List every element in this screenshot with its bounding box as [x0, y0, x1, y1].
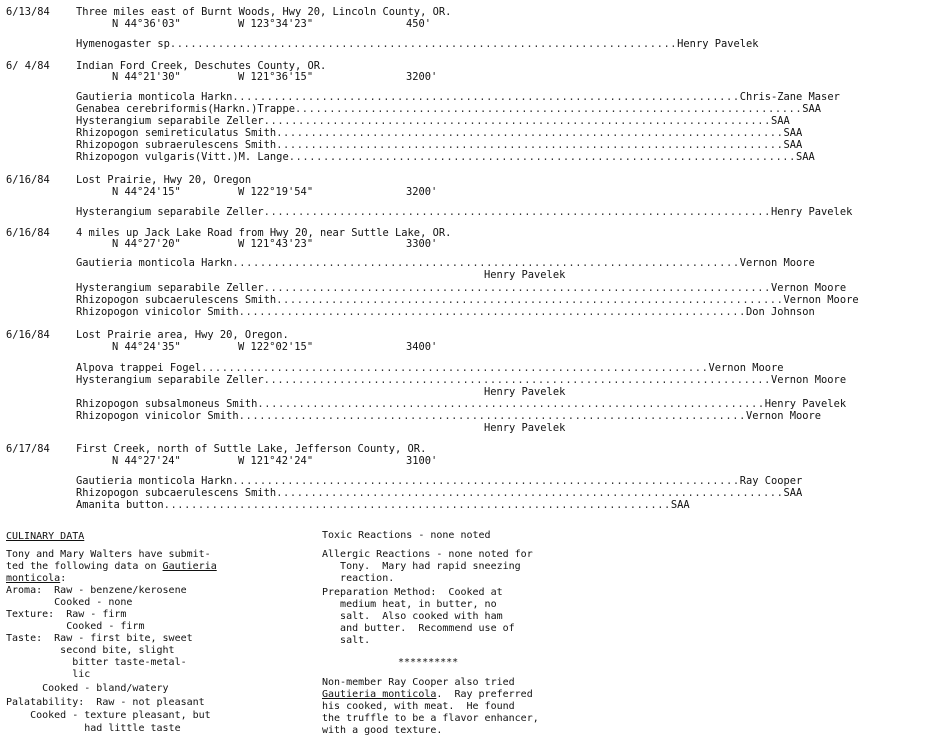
palatability-line: had little taste	[6, 723, 181, 734]
record-date: 6/13/84	[6, 6, 50, 18]
record-date: 6/16/84	[6, 227, 50, 239]
species-row	[76, 398, 847, 410]
collector-name: Ray Cooper	[739, 475, 803, 487]
leader-dots: ..........................................................................	[232, 91, 740, 103]
culinary-intro	[6, 573, 66, 585]
leader-dots: ..........................................................................	[276, 127, 784, 139]
allergic-reactions: reaction.	[322, 573, 395, 584]
record-lat: N 44°36'03"	[112, 18, 181, 30]
species-name: Genabea cerebriformis(Harkn.)Trappe	[76, 103, 295, 115]
ray-cooper-note: the truffle to be a flavor enhancer,	[322, 713, 539, 724]
ray-cooper-note	[322, 689, 533, 701]
species-name: Rhizopogon vinicolor Smith	[76, 410, 239, 422]
collector-name: Vernon Moore	[745, 410, 822, 422]
leader-dots: ..........................................................................	[263, 282, 771, 294]
collector-name: Vernon Moore	[708, 362, 784, 374]
species-row	[76, 487, 803, 499]
species-row	[76, 151, 815, 163]
leader-dots: ..........................................................................	[263, 115, 771, 127]
record-location: Lost Prairie area, Hwy 20, Oregon.	[76, 329, 289, 341]
texture-line: Texture: Raw - firm	[6, 609, 127, 620]
taste-line: lic	[6, 669, 91, 680]
collector-name: Henry Pavelek	[764, 398, 847, 410]
leader-dots: ..........................................................................	[263, 206, 771, 218]
species-row	[76, 362, 784, 374]
allergic-reactions: Allergic Reactions - none noted for	[322, 549, 533, 560]
taste-line: bitter taste-metal-	[6, 657, 187, 668]
record-lat: N 44°27'24"	[112, 455, 181, 467]
record-lat: N 44°21'30"	[112, 71, 181, 83]
record-location: Lost Prairie, Hwy 20, Oregon	[76, 174, 252, 186]
species-name: Rhizopogon subraerulescens Smith	[76, 139, 277, 151]
species-row	[76, 257, 815, 269]
leader-dots: ..........................................................................	[169, 38, 678, 50]
record-location: Indian Ford Creek, Deschutes County, OR.	[76, 60, 327, 72]
species-row	[76, 103, 822, 115]
culinary-heading: CULINARY DATA	[6, 531, 85, 542]
record-lat: N 44°24'35"	[112, 341, 181, 353]
collector-name: SAA	[796, 151, 815, 163]
separator-stars: **********	[398, 657, 459, 668]
leader-dots: ..........................................................................	[263, 374, 771, 386]
preparation-method: salt.	[322, 635, 371, 646]
taste-line: Cooked - bland/watery	[6, 683, 169, 694]
record-elevation: 3100'	[406, 455, 438, 467]
species-name: Rhizopogon subcaerulescens Smith	[76, 487, 277, 499]
colon: :	[60, 573, 67, 584]
species-name: Gautieria monticola Harkn	[76, 475, 233, 487]
ray-cooper-note: Non-member Ray Cooper also tried	[322, 677, 515, 688]
species-row	[76, 91, 840, 103]
palatability-line: Cooked - texture pleasant, but	[6, 710, 211, 721]
preparation-method: Preparation Method: Cooked at	[322, 587, 503, 598]
texture-line: Cooked - firm	[6, 621, 145, 632]
species-name: Hymenogaster sp	[76, 38, 170, 50]
species-name: Rhizopogon semireticulatus Smith	[76, 127, 277, 139]
record-lon: W 122°02'15"	[238, 341, 314, 353]
collector-name: SAA	[783, 487, 803, 499]
record-date: 6/ 4/84	[6, 60, 50, 72]
collector-name: Henry Pavelek	[484, 386, 566, 398]
leader-dots: ..........................................................................	[232, 475, 740, 487]
culinary-intro-text: ted the following data on	[6, 561, 163, 572]
record-date: 6/17/84	[6, 443, 50, 455]
record-lat: N 44°27'20"	[112, 238, 181, 250]
record-elevation: 3400'	[406, 341, 438, 353]
record-lon: W 121°36'15"	[238, 71, 314, 83]
leader-dots: ..........................................................................	[238, 410, 746, 422]
species-row	[76, 374, 847, 386]
culinary-intro: Tony and Mary Walters have submit-	[6, 549, 211, 560]
species-name: Gautieria	[162, 561, 217, 572]
species-row	[76, 139, 803, 151]
leader-dots: ..........................................................................	[276, 294, 784, 306]
collector-name: SAA	[783, 139, 803, 151]
collector-name: Chris-Zane Maser	[739, 91, 840, 103]
species-row	[76, 499, 690, 511]
record-lon: W 121°42'24"	[238, 455, 314, 467]
species-row	[76, 475, 803, 487]
species-name: Amanita button	[76, 499, 164, 511]
preparation-method: salt. Also cooked with ham	[322, 611, 503, 622]
record-lon: W 121°43'23"	[238, 238, 314, 250]
leader-dots: ..........................................................................	[276, 139, 784, 151]
taste-line: second bite, slight	[6, 645, 175, 656]
record-elevation: 3200'	[406, 186, 438, 198]
preparation-method: medium heat, in butter, no	[322, 599, 497, 610]
species-name: Gautieria monticola	[322, 689, 437, 700]
ray-cooper-note: with a good texture.	[322, 725, 443, 736]
taste-line: Taste: Raw - first bite, sweet	[6, 633, 193, 644]
toxic-reactions: Toxic Reactions - none noted	[322, 530, 491, 541]
species-row	[76, 127, 803, 139]
collector-name: Vernon Moore	[739, 257, 815, 269]
species-row	[76, 294, 859, 306]
collector-name: SAA	[670, 499, 690, 511]
collector-name: Henry Pavelek	[484, 269, 566, 281]
species-row	[76, 206, 853, 218]
species-row	[76, 306, 815, 318]
leader-dots: ..........................................................................	[201, 362, 709, 374]
ray-cooper-note: his cooked, with meat. He found	[322, 701, 515, 712]
record-location: 4 miles up Jack Lake Road from Hwy 20, near Suttle Lake, OR.	[76, 227, 452, 239]
species-name: Hysterangium separabile Zeller	[76, 115, 264, 127]
species-row	[76, 38, 759, 50]
species-row	[76, 115, 790, 127]
species-name: Gautieria monticola Harkn	[76, 257, 233, 269]
collector-name: Henry Pavelek	[771, 206, 853, 218]
record-elevation: 3200'	[406, 71, 438, 83]
leader-dots: ..........................................................................	[294, 103, 803, 115]
record-lon: W 123°34'23"	[238, 18, 314, 30]
record-elevation: 450'	[406, 18, 432, 30]
species-row	[76, 282, 847, 294]
collector-name: Vernon Moore	[783, 294, 859, 306]
record-lon: W 122°19'54"	[238, 186, 314, 198]
record-elevation: 3300'	[406, 238, 438, 250]
species-name: Rhizopogon vulgaris(Vitt.)M. Lange	[76, 151, 289, 163]
species-row	[76, 410, 822, 422]
species-name: Rhizopogon vinicolor Smith	[76, 306, 239, 318]
leader-dots: ..........................................................................	[276, 487, 784, 499]
collector-name: Henry Pavelek	[484, 422, 566, 434]
record-date: 6/16/84	[6, 174, 50, 186]
collector-name: Henry Pavelek	[677, 38, 759, 50]
collector-name: Don Johnson	[745, 306, 815, 318]
leader-dots: ..........................................................................	[232, 257, 740, 269]
species-name: Hysterangium separabile Zeller	[76, 374, 264, 386]
collector-name: Vernon Moore	[771, 374, 847, 386]
record-location: Three miles east of Burnt Woods, Hwy 20, Lincoln County, OR.	[76, 6, 452, 18]
collector-name: Vernon Moore	[771, 282, 847, 294]
preparation-method: and butter. Recommend use of	[322, 623, 515, 634]
record-lat: N 44°24'15"	[112, 186, 181, 198]
culinary-intro	[6, 561, 217, 573]
leader-dots: ..........................................................................	[257, 398, 765, 410]
species-name: Rhizopogon subcaerulescens Smith	[76, 294, 277, 306]
leader-dots: ..........................................................................	[163, 499, 671, 511]
collector-name: SAA	[802, 103, 822, 115]
species-name: Hysterangium separabile Zeller	[76, 206, 264, 218]
record-location: First Creek, north of Suttle Lake, Jefferson County, OR.	[76, 443, 427, 455]
ray-cooper-note-text: . Ray preferred	[436, 689, 533, 700]
species-name: Rhizopogon subsalmoneus Smith	[76, 398, 258, 410]
palatability-line: Palatability: Raw - not pleasant	[6, 697, 205, 708]
allergic-reactions: Tony. Mary had rapid sneezing	[322, 561, 521, 572]
record-date: 6/16/84	[6, 329, 50, 341]
aroma-line: Cooked - none	[6, 597, 133, 608]
species-name: Hysterangium separabile Zeller	[76, 282, 264, 294]
species-name: Alpova trappei Fogel	[76, 362, 202, 374]
aroma-line: Aroma: Raw - benzene/kerosene	[6, 585, 187, 596]
collector-name: SAA	[771, 115, 790, 127]
species-name: monticola	[6, 573, 61, 584]
leader-dots: ..........................................................................	[288, 151, 797, 163]
species-name: Gautieria monticola Harkn	[76, 91, 233, 103]
collector-name: SAA	[783, 127, 803, 139]
leader-dots: ..........................................................................	[238, 306, 746, 318]
